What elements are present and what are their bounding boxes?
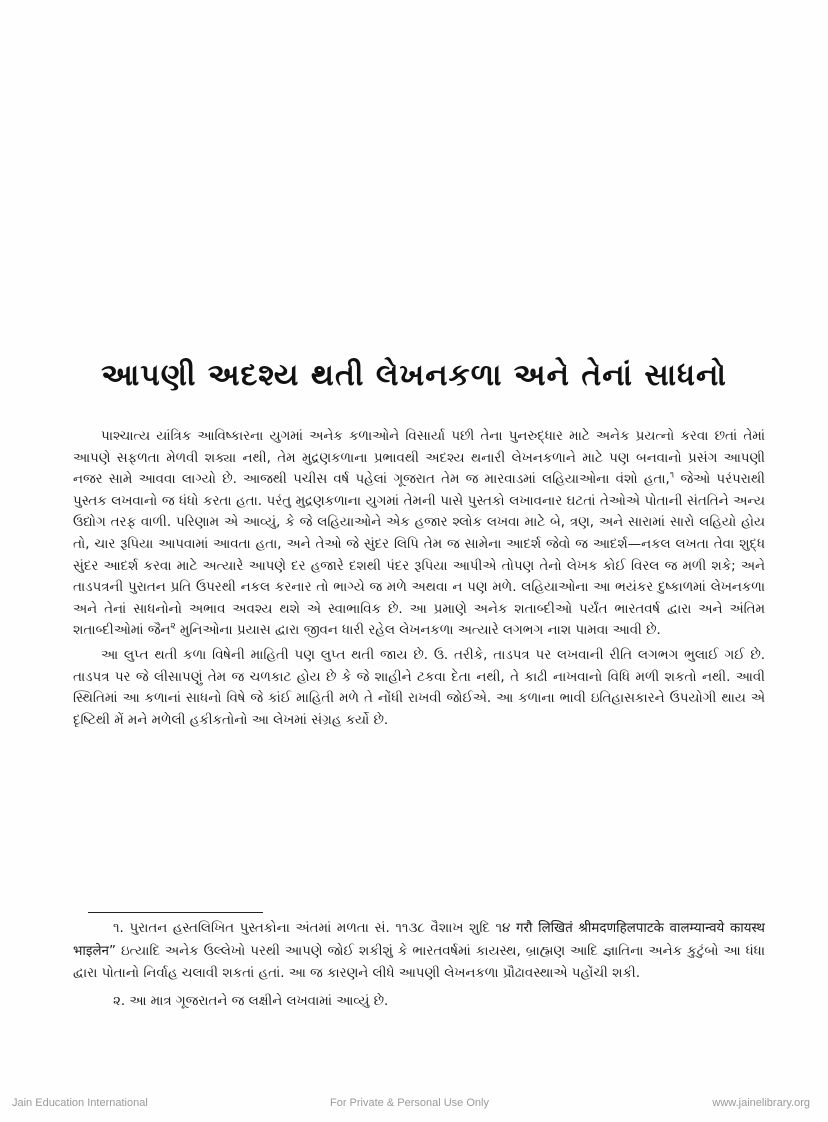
paragraph-1-text-a: પાશ્ચાત્ય યાંત્રિક આવિષ્કારના યુગમાં અનેક કળાઓને વિસાર્યા પછી તેના પુનરુદ્ધાર માટે અનેક પ્રયત્નો કરવા છતાં તેમાં આપણે સફળતા મેળવી શક્યા નથી, તેમ મુદ્રણકળાના પ્રભાવથી અદશ્ય થનારી લેખનકળાને માટે પણ બનવાનો પ્રસંગ આપણી નજર સામે આવવા લાગ્યો છે. આજથી પચીસ વર્ષ પહેલાં ગૂજરાત તેમ જ મારવાડમાં લહિયાઓના વંશો હતા,: [73, 429, 765, 488]
footnote-divider: [88, 912, 263, 913]
footnote-ref-2[interactable]: ૨: [170, 621, 176, 632]
footnote-2-number: ૨.: [113, 993, 126, 1009]
footer-usage-notice: For Private & Personal Use Only: [330, 1097, 489, 1109]
footnotes-section: [73, 918, 765, 1013]
article-body: [73, 426, 765, 731]
footnote-1-text-a: પુરાતન હસ્તલિખિત પુસ્તકોના અંતમાં મળતા સં. ૧૧૩૮ વૈશાખ શુદિ ૧૪ गरौ लिखितं श्रीमदणहिलपाटके वालम्यान्वये कायस्थ भाइलेन: [73, 921, 765, 959]
article-title: આપણી અદશ્ય થતી લેખનકળા અને તેનાં સાધનો: [101, 358, 727, 393]
paragraph-1-text-b: જેઓ પરંપરાથી પુસ્તક લખવાનો જ ધંધો કરતા હતા. પરંતુ મુદ્રણકળાના યુગમાં તેમની પાસે પુસ્તકો લખાવનાર ઘટતાં તેઓએ પોતાની સંતતિને અન્ય ઉદ્યોગ તરફ વાળી. પરિણામ એ આવ્યું, કે જે લહિયાઓને એક હજાર શ્લોક લખવા માટે બે, ત્રણ, અને સારામાં સારો લહિયો હોય તો, ચાર રૂપિયા આપવામાં આવતા હતા, અને તેઓ જે સુંદર લિપિ તેમ જ સામેના આદર્શ જેવો જ આદર્શ—નકલ લખતા તેવા શુદ્ધ સુંદર આદર્શ કરવા માટે અત્યારે આપણે દર હજારે દશથી પંદર રૂપિયા આપીએ તોપણ તેનો લેખક કોઈ વિરલ જ મળી શકે; અને તાડપત્રની પુરાતન પ્રતિ ઉપરથી નકલ કરનાર તો ભાગ્યે જ મળે અથવા ન પણ મળે. લહિયાઓના આ ભયંકર દુષ્કાળમાં લેખનકળા અને તેનાં સાધનોનો અભાવ અવશ્ય થશે એ સ્વાભાવિક છે. આ પ્રમાણે અનેક શતાબ્દીઓ પર્યંત ભારતવર્ષ દ્વારા અને અંતિમ શતાબ્દીઓમાં જૈન: [73, 472, 765, 639]
footnote-1-number: ૧.: [113, 921, 124, 936]
page-footer: [0, 1094, 828, 1114]
paragraph-2: આ લુપ્ત થતી કળા વિષેની માહિતી પણ લુપ્ત થતી જાય છે. ઉ. તરીકે, તાડપત્ર પર લખવાની રીતિ લગભગ ભુલાઈ ગઈ છે. તાડપત્ર પર જે લીસાપણું તેમ જ ચળકાટ હોય છે કે જે શાહીને ટકવા દેતા નથી, તે કાઢી નાખવાનો વિધિ મળી શકતો નથી. આવી સ્થિતિમાં આ કળાનાં સાધનો વિષે જે કાંઈ માહિતી મળે તે નોંધી રાખવી જોઈએ. આ કળાના ભાવી ઇતિહાસકારને ઉપયોગી થાય એ દૃષ્ટિથી મેં મને મળેલી હકીકતોનો આ લેખમાં સંગ્રહ કર્યો છે.: [73, 647, 765, 728]
footnote-2: [73, 991, 765, 1014]
footnote-2-text: આ માત્ર ગૂજરાતને જ લક્ષીને લખવામાં આવ્યું છે.: [125, 993, 389, 1009]
footer-publisher: Jain Education International: [12, 1097, 148, 1109]
footnote-1: [73, 918, 765, 986]
paragraph-1-text-c: મુનિઓના પ્રયાસ દ્વારા જીવન ધારી રહેલ લેખનકળા અત્યારે લગભગ નાશ પામવા આવી છે.: [175, 623, 661, 639]
paragraph-1: [73, 426, 765, 642]
footnote-1-text-b: ” ઇત્યાદિ અનેક ઉલ્લેખો પરથી આપણે જોઈ શકીશું કે ભારતવર્ષમાં કાયસ્થ, બ્રાહ્મણ આદિ જ્ઞાતિના અનેક કુટુંબો આ ધંધા દ્વારા પોતાનો નિર્વાહ ચલાવી શકતાં હતાં. આ જ કારણને લીધે આપણી લેખનકળા પ્રૌઢાવસ્થાએ પહોંચી શકી.: [73, 943, 765, 981]
footer-website-link[interactable]: www.jainelibrary.org: [712, 1097, 810, 1109]
footnote-ref-1[interactable]: ૧: [669, 470, 675, 481]
